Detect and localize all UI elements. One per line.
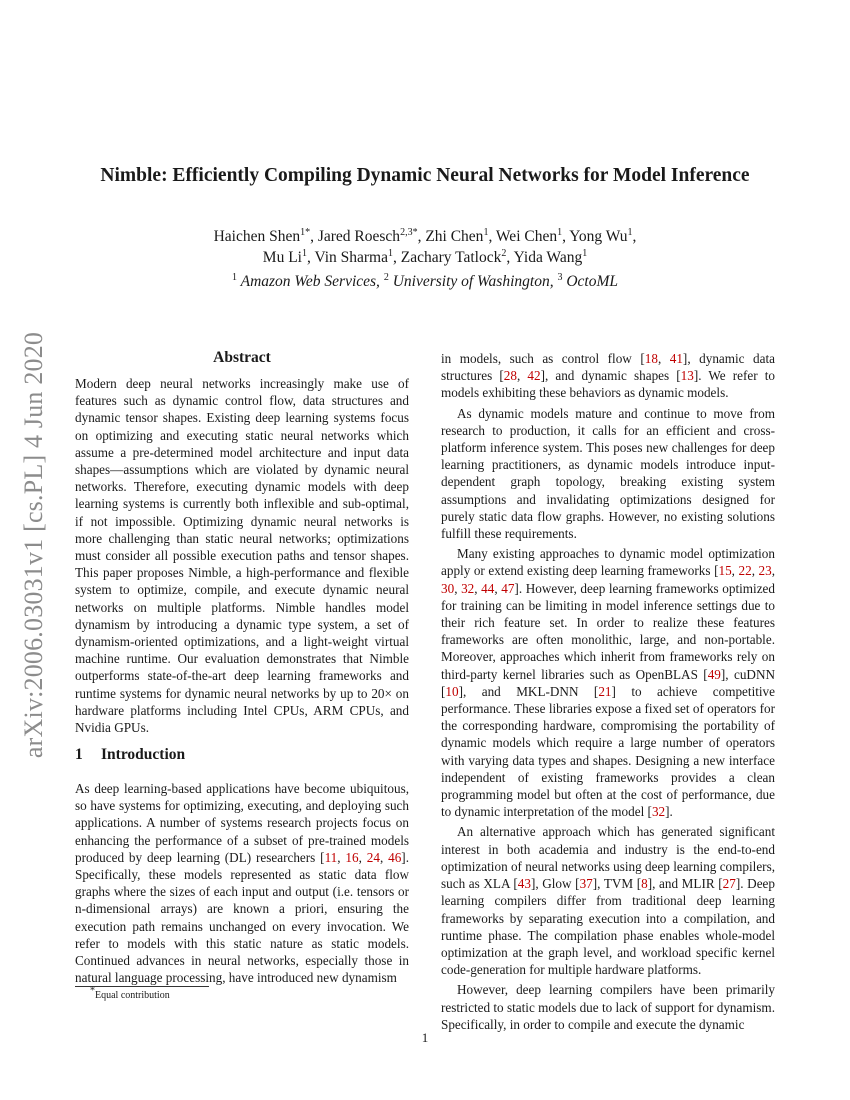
affiliation-mark: 3	[557, 271, 563, 283]
arxiv-stamp-text: arXiv:2006.03031v1 [cs.PL] 4 Jun 2020	[19, 331, 48, 759]
author-name: Mu Li	[262, 249, 302, 266]
affiliation-mark: 2	[383, 271, 389, 283]
author-name: Zhi Chen	[425, 228, 484, 245]
citation-link[interactable]: 44	[481, 580, 495, 596]
citation-link[interactable]: 30	[441, 580, 455, 596]
right-column	[441, 350, 775, 1033]
author-name: Yong Wu	[569, 228, 628, 245]
citation-link[interactable]: 32	[461, 580, 475, 596]
affiliation-name: Amazon Web Services,	[240, 273, 380, 290]
right-paragraph-3: Many existing approaches to dynamic model optimization apply or extend existing deep learning frameworks [15, 22, 23, 30, 32, 44, 47]. However, deep learning frameworks optimized for training can be limiting in model inference settings due to their rich feature set. In order to realize these features frameworks are often monolithic, large, and non-portable. Moreover, approaches which inherit from frameworks rely on third-party kernel libraries such as OpenBLAS [49], cuDNN [10], and MKL-DNN [21] to achieve competitive performance. These libraries expose a fixed set of operators for the corresponding hardware, compromising the portability of dynamic models which require a large number of operators with varying data types and shapes. Designing a new interface independent of existing frameworks provides a clean programming model but often at the cost of performance, due to dynamic interpretation of the model [32].	[441, 546, 776, 820]
citation-link[interactable]: 28	[503, 368, 517, 384]
section-number: 1	[75, 746, 83, 763]
citation-link[interactable]: 49	[707, 666, 721, 682]
citation-link[interactable]: 13	[680, 368, 694, 384]
introduction-paragraph: As deep learning-based applications have become ubiquitous, so have systems for optimizing, executing, and deploying such applications. A number of systems research projects focus on enhancing the performance of a subset of pre-trained models produced by deep learning (DL) researchers [11, 16, 24, 46]. Specifically, these models represented as static data flow graphs where the sizes of each input and output (i.e. tensors or n-dimensional arrays) are known a priori, ensuring the execution path remains unchanged on every invocation. We refer to models with this static nature as static models. Continued advances in neural networks, especially those in natural language processing, have introduced new dynamism	[75, 781, 409, 986]
author-list	[100, 226, 750, 268]
citation-link[interactable]: 37	[579, 876, 593, 892]
abstract-paragraph: Modern deep neural networks increasingly make use of features such as dynamic control flow, data structures and dynamic tensor shapes. Existing deep learning systems focus on optimizing and executing static neural networks which assume a pre-determined model architecture and input data shapes—assumptions which are violated by dynamic neural networks. Therefore, executing dynamic models with deep learning systems is currently both inflexible and sub-optimal, if not impossible. Optimizing dynamic neural networks is more challenging than static neural networks; optimizations must consider all possible execution paths and tensor shapes. This paper proposes Nimble, a high-performance and flexible system to optimize, compile, and execute dynamic neural networks on multiple platforms. Nimble handles model dynamism by introducing a dynamic type system, a set of dynamism-oriented optimizations, and a light-weight virtual machine runtime. Our evaluation demonstrates that Nimble outperforms state-of-the-art deep learning frameworks and runtime systems for dynamic neural networks by up to 20× on hardware platforms including Intel CPUs, ARM CPUs, and Nvidia GPUs.	[75, 376, 409, 736]
footnote	[90, 985, 170, 1001]
footnote-divider	[75, 986, 209, 987]
abstract-heading: Abstract	[213, 349, 271, 366]
affiliation-name: University of Washington,	[392, 273, 554, 290]
author-name: Haichen Shen	[213, 228, 301, 245]
introduction-body	[75, 780, 409, 986]
citation-link[interactable]: 24	[366, 849, 380, 865]
author-name: Wei Chen	[495, 228, 558, 245]
author-name: Jared Roesch	[317, 228, 401, 245]
citation-link[interactable]: 18	[644, 351, 658, 366]
section-heading-introduction	[75, 746, 185, 764]
citation-link[interactable]: 15	[718, 563, 732, 579]
citation-link[interactable]: 22	[738, 563, 752, 579]
author-mark: 1	[301, 247, 307, 259]
author-line-2: Mu Li$^1$, Vin Sharma$^1$, Zachary Tatlock$^2$, Yida Wang$^1$	[262, 247, 588, 266]
footnote-text: Equal contribution	[95, 990, 170, 1001]
affiliation-mark: 1	[232, 271, 237, 283]
author-mark: 1	[388, 247, 393, 259]
author-mark: 1	[627, 226, 633, 238]
citation-link[interactable]: 8	[641, 876, 648, 892]
citation-link[interactable]: 10	[445, 683, 459, 699]
author-name: Vin Sharma	[314, 249, 388, 266]
author-mark: 1	[483, 226, 489, 238]
right-paragraph-4: An alternative approach which has generated significant interest in both academia and industry is the end-to-end optimization of neural networks using deep learning compilers, such as XLA [43], Glow [37], TVM [8], and MLIR [27]. Deep learning compilers differ from traditional deep learning frameworks by separating execution into a compilation, and runtime phase. The compilation phase enables whole-model optimization at the graph level, and workload specific kernel code-generation for multiple hardware platforms.	[441, 824, 775, 978]
citation-link[interactable]: 11	[324, 849, 338, 865]
section-title: Introduction	[101, 746, 186, 763]
right-paragraph-5: However, deep learning compilers have been primarily restricted to static models due to lack of support for dynamism. Specifically, in order to compile and execute the dynamic	[441, 982, 775, 1032]
right-paragraph-2: As dynamic models mature and continue to move from research to production, it calls for an efficient and cross-platform inference system. This poses new challenges for deep learning practitioners, as dynamic models introduce input-dependent graph topology, breaking existing system assumptions and invalidating optimizations designed for purely static data flow graphs. However, no existing solutions fulfill these requirements.	[441, 405, 775, 542]
citation-link[interactable]: 23	[758, 563, 772, 579]
page-number: 1	[421, 1030, 429, 1045]
author-mark: 2	[501, 247, 507, 259]
citation-link[interactable]: 27	[722, 876, 736, 892]
author-mark: 1	[557, 226, 563, 238]
author-mark: 1	[582, 247, 588, 259]
citation-link[interactable]: 43	[517, 876, 531, 892]
citation-link[interactable]: 41	[669, 351, 683, 366]
author-name: Zachary Tatlock	[400, 249, 502, 266]
arxiv-identifier-stamp	[10, 310, 58, 780]
footnote-mark: *	[90, 985, 95, 997]
affiliations	[100, 273, 750, 291]
affiliation-name: OctoML	[566, 273, 618, 290]
abstract-body	[75, 375, 409, 736]
author-mark: 1*	[300, 226, 311, 238]
citation-link[interactable]: 46	[388, 849, 402, 865]
citation-link[interactable]: 32	[651, 804, 666, 820]
author-name: Yida Wang	[513, 249, 583, 266]
right-paragraph-1: in models, such as control flow [18, 41], dynamic data structures [28, 42], and dynamic shapes [13]. We refer to models exhibiting these behaviors as dynamic models.	[441, 351, 775, 401]
author-mark: 2,3*	[400, 226, 418, 238]
citation-link[interactable]: 42	[527, 368, 541, 384]
citation-link[interactable]: 16	[345, 849, 359, 865]
citation-link[interactable]: 47	[501, 580, 515, 596]
citation-link[interactable]: 21	[598, 683, 612, 699]
paper-title: Nimble: Efficiently Compiling Dynamic Neural Networks for Model Inference	[100, 165, 750, 186]
author-line-1: Haichen Shen$^{1*}$, Jared Roesch$^{2,3*}$, Zhi Chen$^1$, Wei Chen$^1$, Yong Wu$^1$,	[213, 226, 637, 245]
